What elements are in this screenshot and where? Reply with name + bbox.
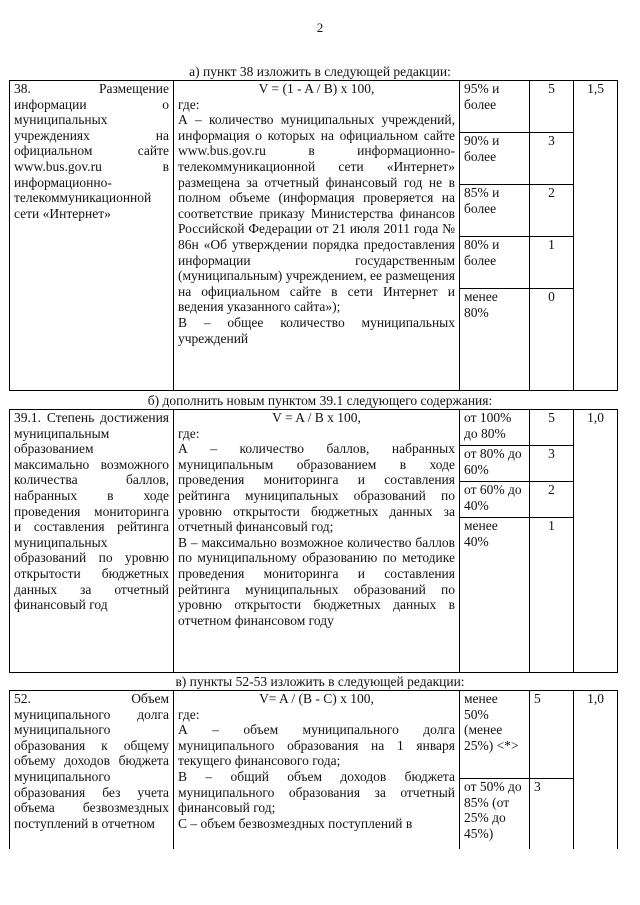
indicator-cell (10, 410, 174, 673)
score-cell: 5 (530, 81, 574, 133)
score-cell: 3 (530, 779, 574, 849)
range-cell: от 100% до 80% (460, 410, 530, 446)
formula: V = A / B x 100, (272, 410, 361, 425)
score-cell: 1 (530, 518, 574, 673)
range-cell: менее 40% (460, 518, 530, 673)
section-c-heading: в) пункты 52-53 изложить в следующей редакции: (175, 674, 465, 689)
formula: V = (1 - A / B) x 100, (258, 81, 375, 96)
score-cell: 2 (530, 482, 574, 518)
range-cell: менее 80% (460, 289, 530, 391)
score-cell: 5 (530, 410, 574, 446)
formula-description: где: А – количество муниципальных учреждений, информация о которых на официальном сайте www.bus.gov.ru в информационно-телекоммуникационной сети «Интернет» размещена за отчетный финансовый год не в полном объеме (информация проверяется на соответствие приказу Министерства финансов Российской Федерации от 21 июля 2011 года № 86н «Об утверждении порядка предоставления информации государственным (муниципальным) учреждением, ее размещения на официальном сайте в сети Интернет и ведения указанного сайта»); В – общее количество муниципальных учреждений (178, 96, 455, 346)
section-b-table (9, 409, 618, 673)
formula-description: где: А – количество баллов, набранных муниципальным образованием в ходе проведения мониторинга и составления рейтинга муниципальных образований по уровню открытости бюджетных данных за отчетный финансовый год; В – максимально возможное количество баллов по муниципальному образованию по методике проведения мониторинга и составления рейтинга муниципальных образований по уровню открытости бюджетных данных в отчетном финансовом году (178, 425, 455, 628)
formula-cell (174, 691, 460, 849)
weight-cell: 1,5 (574, 81, 618, 391)
score-cell: 2 (530, 185, 574, 237)
score-cell: 3 (530, 446, 574, 482)
weight-cell: 1,0 (574, 410, 618, 673)
score-cell: 1 (530, 237, 574, 289)
indicator-cell (10, 81, 174, 391)
formula-cell (174, 410, 460, 673)
formula-description: где: А – объем муниципального долга муниципального образования на 1 января текущего финансового года; В – общий объем доходов бюджета муниципального образования за отчетный финансовый год; С – объем безвозмездных поступлений в (178, 706, 455, 831)
range-cell: 95% и более (460, 81, 530, 133)
weight-cell: 1,0 (574, 691, 618, 849)
range-cell: от 80% до 60% (460, 446, 530, 482)
page-number: 2 (316, 20, 324, 35)
score-cell: 0 (530, 289, 574, 391)
range-cell: 85% и более (460, 185, 530, 237)
range-cell: менее 50% (менее 25%) <*> (460, 691, 530, 779)
range-cell: от 50% до 85% (от 25% до 45%) (460, 779, 530, 849)
score-cell: 3 (530, 133, 574, 185)
section-b-heading: б) дополнить новым пунктом 39.1 следующего содержания: (147, 393, 493, 408)
range-cell: от 60% до 40% (460, 482, 530, 518)
range-cell: 90% и более (460, 133, 530, 185)
section-a-table (9, 80, 618, 391)
indicator-text: 38. Размещение информации о муниципальных учреждениях на официальном сайте www.bus.gov.ru в информационно-телекоммуникационной сети «Интернет» (14, 81, 169, 221)
section-c-table (9, 690, 618, 849)
formula: V= A / (B - C) x 100, (259, 691, 374, 706)
indicator-cell (10, 691, 174, 849)
indicator-text: 52. Объем муниципального долга муниципального образования к общему объему доходов бюджета муниципального образования без учета объема безвозмездных поступлений в отчетном (14, 691, 169, 831)
range-cell: 80% и более (460, 237, 530, 289)
formula-cell (174, 81, 460, 391)
indicator-text: 39.1. Степень достижения муниципальным образованием максимально возможного количества баллов, набранных в ходе проведения мониторинга и составления рейтинга муниципальных образований по уровню открытости бюджетных данных за отчетный финансовый год (14, 410, 169, 613)
section-a-heading: а) пункт 38 изложить в следующей редакции: (189, 64, 451, 79)
score-cell: 5 (530, 691, 574, 779)
